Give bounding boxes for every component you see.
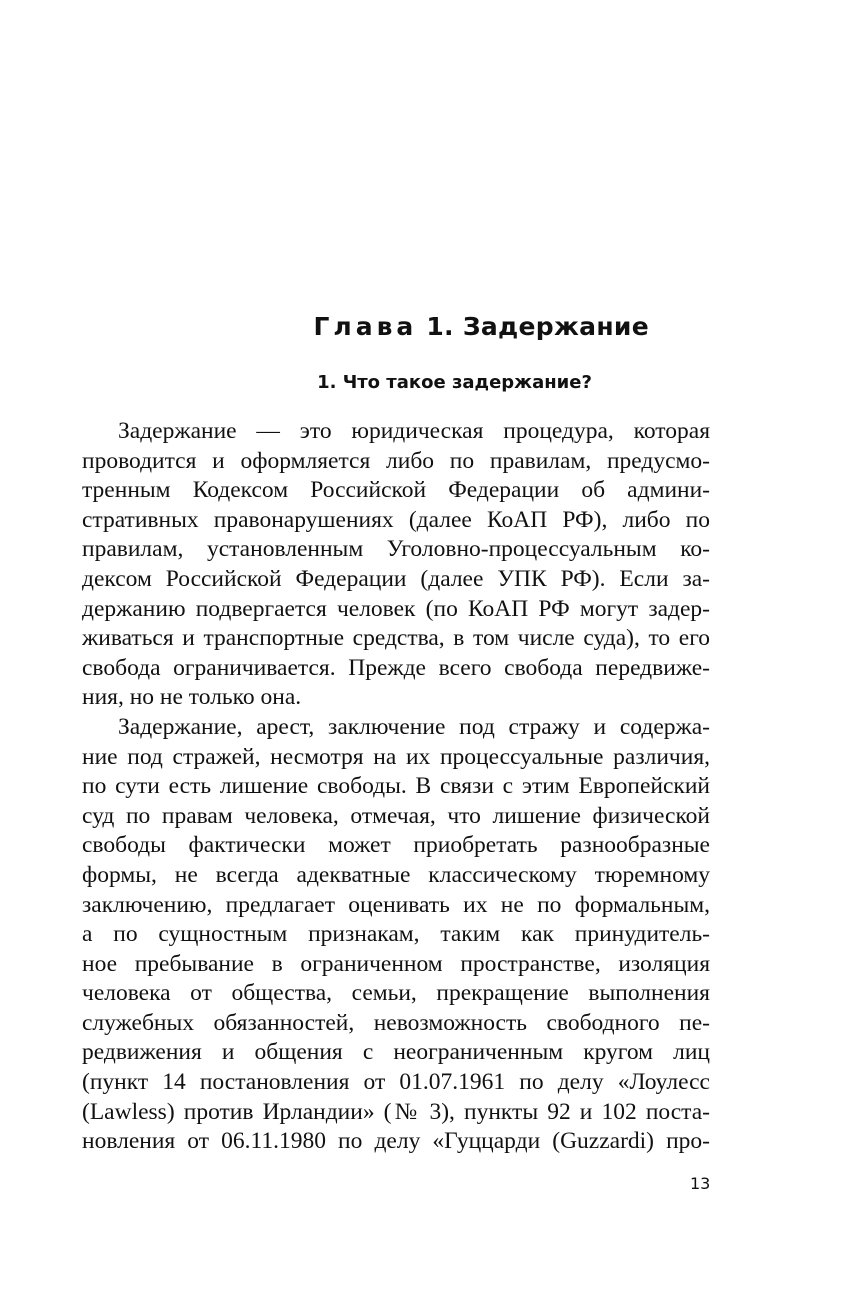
text-line: заключению, предлагает оценивать их не по формальным, (82, 891, 710, 918)
text-line: (пункт 14 постановления от 01.07.1961 по делу «Лоулесс (82, 1069, 710, 1096)
text-line: дексом Российской Федерации (далее УПК РФ). Если за- (82, 565, 710, 592)
chapter-label: Глава (313, 312, 418, 341)
text-line: тренным Кодексом Российской Федерации об админи- (82, 477, 710, 504)
text-line: проводится и оформляется либо по правилам, предусмо- (82, 447, 710, 474)
text-line: живаться и транспортные средства, в том числе суда), то его (82, 625, 710, 652)
text-line: служебных обязанностей, невозможность свободного пе- (82, 1009, 710, 1036)
text-line: а по сущностным признакам, таким как принудитель- (82, 921, 710, 948)
chapter-name: 1. Задержание (426, 312, 649, 341)
text-line: редвижения и общения с неограниченным кругом лиц (82, 1039, 710, 1066)
section-title: 1. Что такое задержание? (317, 372, 592, 393)
text-line: по сути есть лишение свободы. В связи с этим Европейский (82, 773, 710, 800)
body-text (82, 417, 710, 1157)
text-line: Задержание, арест, заключение под стражу и содержа- (118, 713, 710, 740)
text-line: ние под стражей, несмотря на их процессуальные различия, (82, 743, 710, 770)
text-line: правилам, установленным Уголовно-процессуальным ко- (82, 536, 710, 563)
text-line: ное пребывание в ограниченном пространстве, изоляция (82, 950, 710, 977)
text-line: человека от общества, семьи, прекращение выполнения (82, 980, 710, 1007)
text-line: свободы фактически может приобретать разнообразные (82, 832, 710, 859)
text-line: новления от 06.11.1980 по делу «Гуццарди (Guzzardi) про- (82, 1128, 710, 1155)
text-line: свобода ограничивается. Прежде всего свобода передвиже- (82, 654, 710, 681)
text-line: Задержание — это юридическая процедура, которая (118, 418, 710, 444)
text-line: стративных правонарушениях (далее КоАП РФ), либо по (82, 506, 710, 533)
chapter-title (314, 312, 650, 341)
text-line: ния, но не только она. (82, 684, 302, 711)
text-line: (Lawless) против Ирландии» (№ 3), пункты 92 и 102 поста- (82, 1098, 710, 1125)
text-line: суд по правам человека, отмечая, что лишение физической (82, 802, 710, 829)
page-number: 13 (690, 1174, 711, 1193)
text-line: держанию подвергается человек (по КоАП РФ могут задер- (82, 595, 710, 622)
text-line: формы, не всегда адекватные классическому тюремному (82, 861, 710, 888)
